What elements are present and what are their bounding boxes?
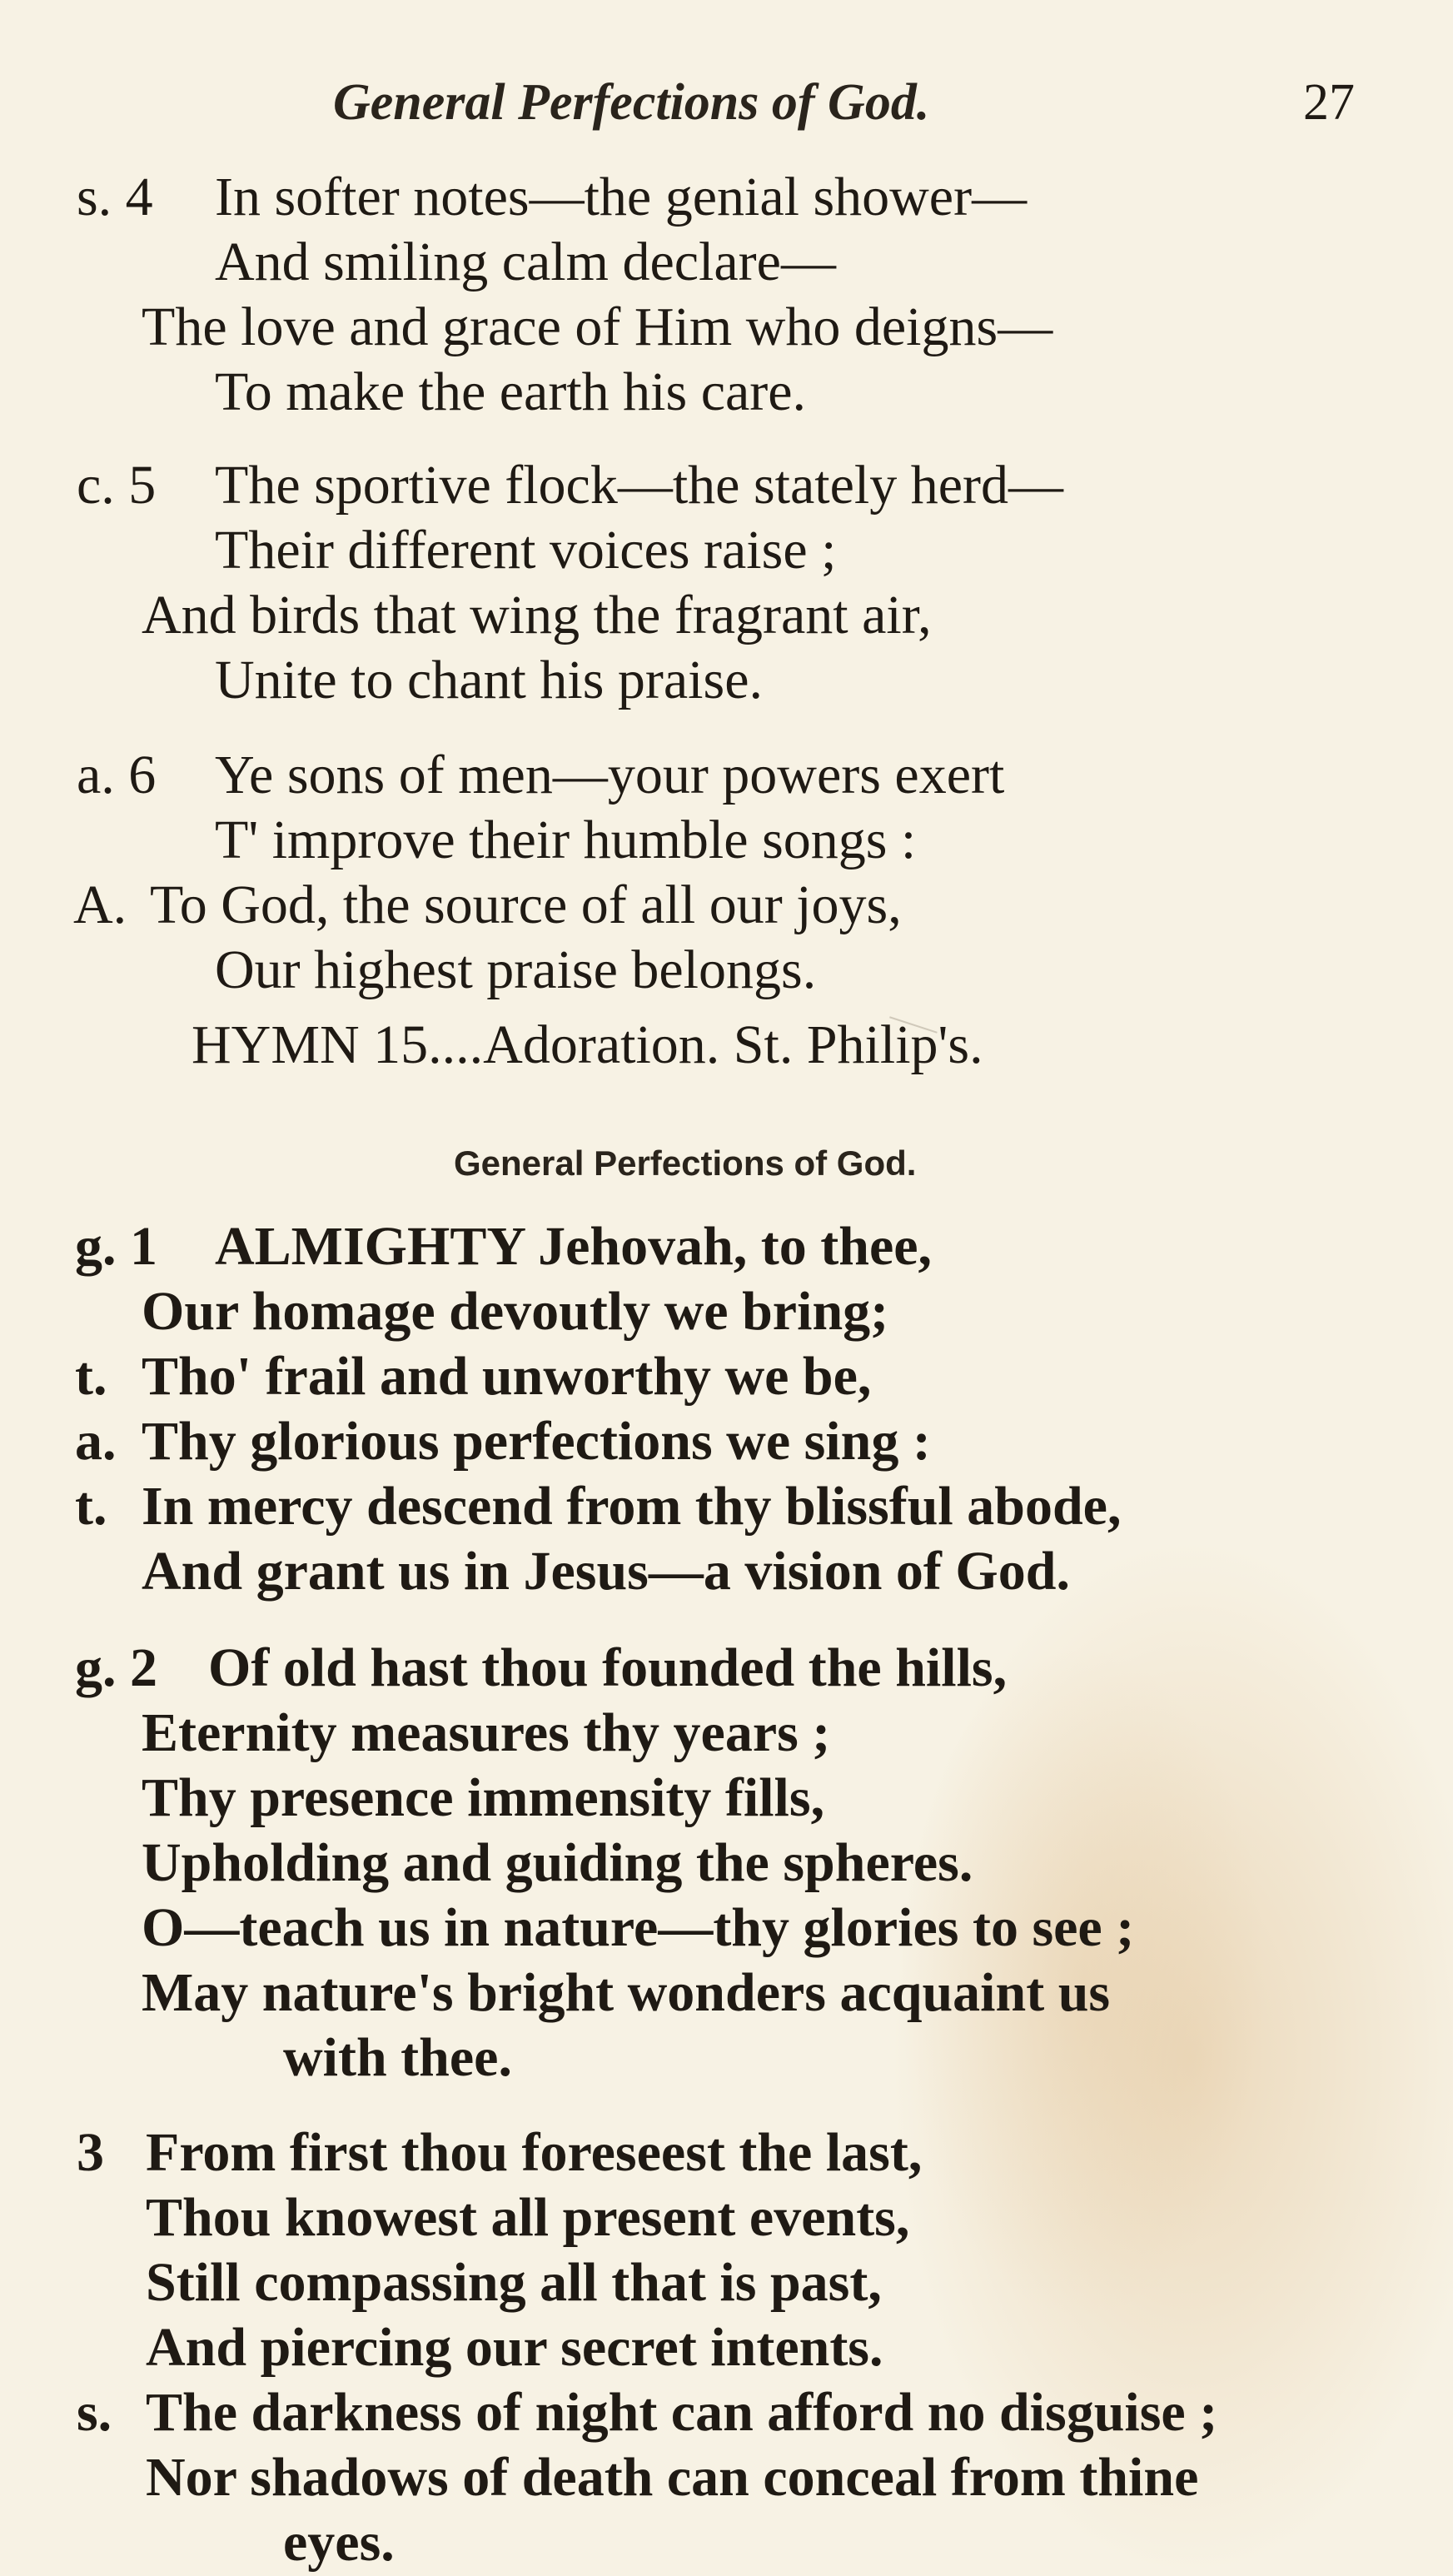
verse-line: The darkness of night can afford no disguise ;	[146, 2382, 1218, 2443]
verse-line: Their different voices raise ;	[215, 520, 837, 580]
verse-line: Ye sons of men—your powers exert	[215, 745, 1005, 805]
verse-line: Our homage devoutly we bring;	[142, 1281, 889, 1342]
stanza-marker: 3	[77, 2122, 104, 2183]
verse-line: Thy presence immensity fills,	[142, 1767, 825, 1828]
verse-line: Upholding and guiding the spheres.	[142, 1832, 973, 1893]
verse-line: May nature's bright wonders acquaint us	[142, 1962, 1111, 2023]
stanza-marker: t.	[75, 1346, 107, 1407]
verse-line: Nor shadows of death can conceal from thine	[146, 2447, 1199, 2508]
hymn-subheading: General Perfections of God.	[454, 1144, 917, 1183]
running-header-title: General Perfections of God.	[333, 74, 930, 131]
verse-line: O—teach us in nature—thy glories to see ;	[142, 1897, 1135, 1958]
stanza-marker: c. 5	[77, 455, 157, 516]
verse-line: From first thou foreseest the last,	[146, 2122, 923, 2183]
stanza-marker: s. 4	[77, 167, 153, 227]
stanza-marker: g. 2	[75, 1637, 157, 1698]
verse-line: Still compassing all that is past,	[146, 2252, 882, 2313]
verse-line: In mercy descend from thy blissful abode,	[142, 1476, 1122, 1537]
verse-line: T' improve their humble songs :	[215, 810, 917, 870]
stanza-marker: A.	[73, 874, 127, 935]
verse-line: Thy glorious perfections we sing :	[142, 1411, 931, 1472]
verse-line: Thou knowest all present events,	[146, 2187, 910, 2248]
verse-line: And piercing our secret intents.	[146, 2317, 883, 2378]
verse-line: with thee.	[283, 2027, 512, 2088]
verse-line: And birds that wing the fragrant air,	[142, 585, 932, 645]
verse-line: The love and grace of Him who deigns—	[142, 296, 1053, 357]
stanza-marker: s.	[77, 2382, 112, 2443]
verse-line: To make the earth his care.	[215, 361, 807, 422]
verse-line: Tho' frail and unworthy we be,	[142, 1346, 872, 1407]
stanza-marker: t.	[75, 1476, 107, 1537]
verse-line: Our highest praise belongs.	[215, 939, 817, 1000]
hymn-heading: HYMN 15....Adoration. St. Philip's.	[192, 1014, 983, 1075]
verse-line: ALMIGHTY Jehovah, to thee,	[215, 1216, 933, 1277]
stanza-marker: g. 1	[75, 1216, 157, 1277]
verse-line: The sportive flock—the stately herd—	[215, 455, 1064, 516]
verse-line: Unite to chant his praise.	[215, 650, 764, 710]
verse-line: In softer notes—the genial shower—	[215, 167, 1028, 227]
stanza-marker: a. 6	[77, 745, 157, 805]
verse-line: To God, the source of all our joys,	[150, 874, 902, 935]
verse-line: And smiling calm declare—	[215, 232, 836, 292]
verse-line: Eternity measures thy years ;	[142, 1702, 831, 1763]
verse-line: eyes.	[283, 2512, 395, 2573]
stanza-marker: a.	[75, 1411, 117, 1472]
verse-line: Of old hast thou founded the hills,	[208, 1637, 1008, 1698]
page-number: 27	[1303, 74, 1355, 131]
verse-line: And grant us in Jesus—a vision of God.	[142, 1541, 1070, 1602]
